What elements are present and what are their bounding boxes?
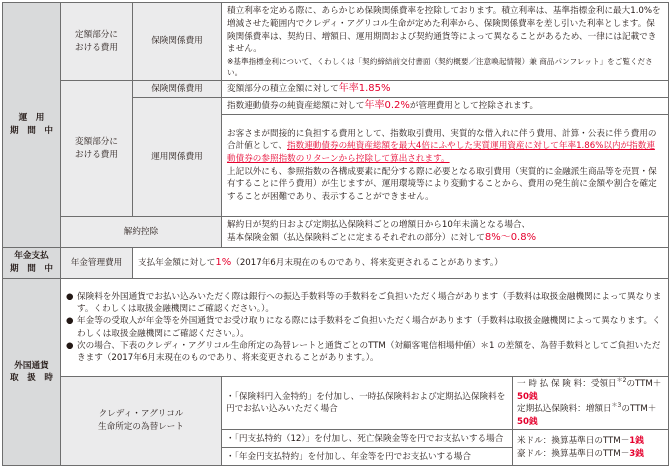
- pension-row: [3, 248, 669, 279]
- pension-text-post: （2017年6月末現在のものであり、将来変更されることがあります。）: [231, 257, 503, 268]
- variable-fee-description: [222, 81, 669, 98]
- black-circle-icon: ●: [66, 291, 74, 302]
- ops-fee-summary: [222, 98, 669, 115]
- fx-conversion-lump-sup: ＊2: [616, 377, 627, 385]
- surrender-text-2-pre: 基本保険金額（払込保険料ごとに定まるそれぞれの部分）に対して: [227, 233, 485, 243]
- fx-conversion-periodic-mid: のTTM＋: [621, 404, 657, 415]
- fx-conversion-lump-pre: 一 時 払 保 険 料：受領日: [517, 379, 617, 389]
- fixed-fee-text: 積立利率を定める際に、あらかじめ保険関係費率を控除しております。積立利率は、基準指標金利に最大1.0%を増減させた範囲内でクレディ・アグリコル生命が定めた利率から、保険関係費率を差し引いた利率とします。保険関係費率は、契約日、増額日、運用期間および契約通貨等によって異なることがあるため、一律には記載できません。: [227, 6, 661, 55]
- fx-case-2: ・「円支払特約（12）」を付加し、死亡保険金等を円でお支払いする場合: [222, 430, 513, 448]
- ops-fee-body-highlight: 指数連動債券の純資産総額を最大4倍にふやした実質運用資産に対して年率1.86%以内が指数連動債券の参照指数のリターンから控除して算出されます。: [227, 141, 655, 164]
- ops-fee-text-pre: 指数連動債券の純資産総額に対して: [227, 100, 365, 111]
- surrender-text-2: [227, 232, 663, 245]
- surrender-row: [3, 217, 669, 248]
- fx-conversion-periodic-sup: ＊3: [611, 402, 622, 410]
- variable-fee-label: 保険関係費用: [133, 81, 222, 98]
- surrender-description: [222, 217, 669, 248]
- pension-fee-description: [133, 248, 669, 279]
- fx-conversion-usd-red: 1銭: [629, 436, 644, 447]
- ops-fee-details: [222, 115, 669, 217]
- section-fx-label: 外国通貨 取 扱 時: [3, 279, 61, 466]
- fx-bullet-3-text: 次の場合、下表のクレディ・アグリコル生命所定の為替レートと通貨ごとのTTM（対顧客電信相場仲値）＊1 の差額を、為替手数料としてご負担いただきます（2017年6月末現在のものであり、将来変更されることがあります。）。: [77, 340, 661, 364]
- fx-bullet-1-text: 保険料を外国通貨でお払い込みいただく際は銀行への振込手数料等の手数料をご負担いただく場合があります（手数料は取扱金融機関によって異なります。くわしくは取扱金融機関にご確認ください。）。: [77, 291, 662, 314]
- fx-case-3: ・「年金円支払特約」を付加し、年金等を円でお支払いする場合: [222, 448, 513, 466]
- fx-conversion-periodic-red: 50銭: [517, 416, 538, 427]
- section-pension-label: 年金支払 期 間 中: [3, 248, 61, 279]
- ops-fee-body-2: 上記以外にも、参照指数の各構成要素に配分する際に必要となる取引費用（実質的に金融派生商品等を売買・保有することに伴う費用）が生じますが、運用環境等により変動することから、費用の発生前に金額や割合を確定することが困難であり、表示することができません。: [227, 166, 657, 202]
- fixed-fee-note: ※基準指標金利について、くわしくは「契約締結前交付書面（契約概要／注意喚起情報）兼 商品パンフレット」をご覧ください。: [227, 56, 653, 77]
- fee-table: [2, 2, 669, 466]
- fx-bullet-1: [66, 291, 664, 316]
- fx-conversion-periodic: [517, 403, 664, 428]
- fx-conversion-usd: [517, 435, 664, 448]
- fixed-fee-label: 保険関係費用: [133, 3, 222, 81]
- section-operation-label: 運 用 期 間 中: [3, 3, 61, 248]
- pension-rate: 1%: [215, 256, 232, 268]
- fx-case-1-row: [3, 377, 669, 430]
- fx-conversion-payout: [513, 430, 669, 466]
- fx-conversion-aud: [517, 448, 664, 461]
- variable-fee-text: 変額部分の積立金額に対して: [227, 83, 339, 94]
- ops-fee-label: 運用関係費用: [133, 98, 222, 217]
- fixed-fee-description: [222, 3, 669, 81]
- surrender-label: 解約控除: [61, 217, 222, 248]
- fx-bullets: [61, 279, 669, 377]
- fx-bullet-3: [66, 340, 664, 365]
- fx-conversion-aud-pre: 豪ドル：換算基準日のTTM－: [517, 448, 630, 459]
- fx-conversion-lump-red: 50銭: [517, 391, 538, 402]
- fx-conversion-lump-mid: のTTM＋: [626, 379, 662, 389]
- fixed-portion-row: [3, 3, 669, 81]
- fixed-portion-label: 定額部分に おける費用: [61, 3, 133, 81]
- fx-rate-label: クレディ・アグリコル 生命所定の為替レート: [61, 377, 222, 466]
- ops-fee-body: [227, 128, 663, 166]
- variable-portion-label: 変額部分に おける費用: [61, 81, 133, 217]
- black-circle-icon: ●: [66, 340, 74, 351]
- fx-case-1: ・「保険料円入金特約」を付加し、一時払保険料および定期払込保険料を円でお払い込みいただく場合: [222, 377, 513, 430]
- fx-conversion-lump: [517, 378, 664, 403]
- black-circle-icon: ●: [66, 316, 74, 327]
- ops-fee-body-1: お客さまが間接的に負担する費用として、指数取引費用、実質的な借入れに伴う費用、計算・公表に伴う費用の合計値として、: [227, 128, 657, 152]
- surrender-rate: 8%〜0.8%: [484, 232, 537, 243]
- fx-bullet-2: [66, 315, 664, 340]
- variable-fee-rate: 年率1.85%: [338, 82, 391, 94]
- pension-fee-label: 年金管理費用: [61, 248, 133, 279]
- fx-bullet-2-text: 年金等の受取人が年金等を外国通貨でお受け取りになる際には手数料をご負担いただく場合があります（手数料は取扱金融機関によって異なります。くわしくは取扱金融機関にご確認ください。）。: [77, 316, 661, 339]
- ops-fee-rate: 年率0.2%: [364, 99, 410, 111]
- ops-fee-text-post: が管理費用として控除されます。: [409, 100, 539, 111]
- fx-conversion-periodic-pre: 定期払込保険料：増額日: [517, 404, 612, 415]
- surrender-text-1: 解約日が契約日および定期払込保険料ごとの増額日から10年未満となる場合、: [227, 220, 531, 231]
- fx-bullets-row: [3, 279, 669, 377]
- variable-fee-row: [3, 81, 669, 98]
- fx-conversion-usd-pre: 米ドル：換算基準日のTTM－: [517, 436, 630, 447]
- pension-text-pre: 支払年金額に対して: [138, 257, 216, 268]
- fx-conversion-premium: [513, 377, 669, 430]
- fx-conversion-aud-red: 3銭: [629, 448, 644, 459]
